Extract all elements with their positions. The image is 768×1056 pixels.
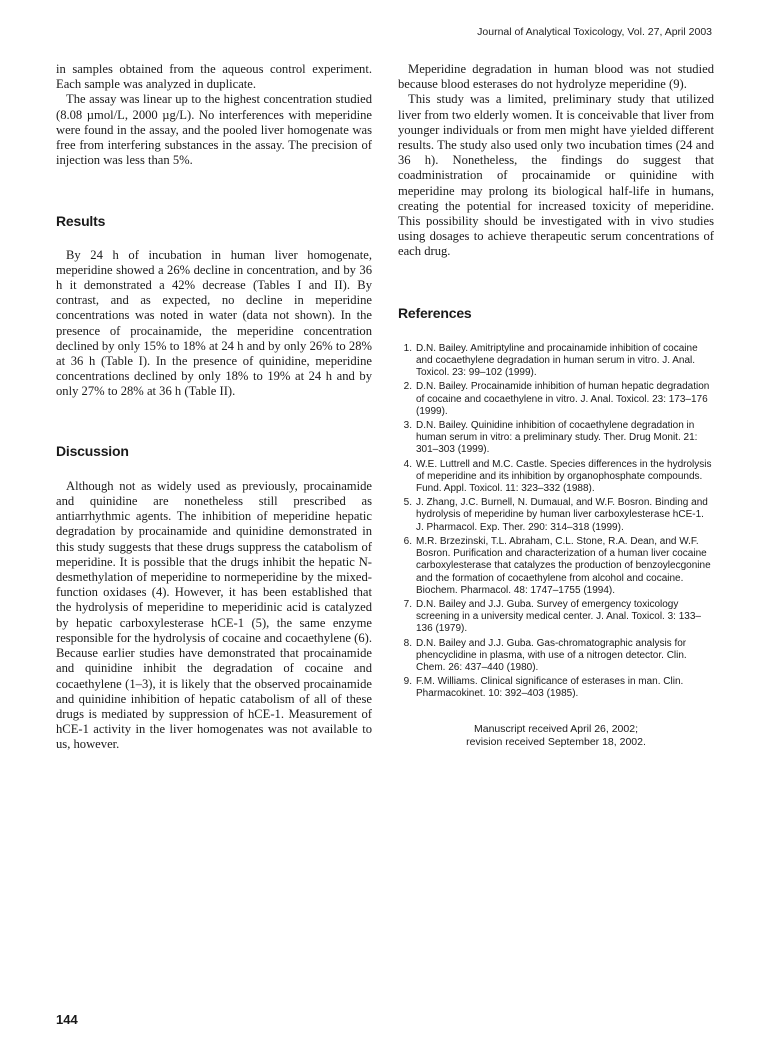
reference-text: M.R. Brzezinski, T.L. Abraham, C.L. Stone, R.A. Dean, and W.F. Bosron. Purification and characterization of a human liver cocaine carboxylesterase that catalyzes the production of benzoylecgonine and the formation of cocaethylene from alcohol and cocaine. Biochem. Pharmacol. 48: 1747–1755 (1994). xyxy=(416,535,711,596)
right-column xyxy=(398,62,714,749)
reference-text: D.N. Bailey. Quinidine inhibition of cocaethylene degradation in human serum in vitro: a preliminary study. Ther. Drug Monit. 21: 301–303 (1999). xyxy=(416,420,698,456)
reference-number: 5. xyxy=(403,497,412,509)
reference-text: D.N. Bailey and J.J. Guba. Survey of emergency toxicology screening in a university medical center. J. Anal. Toxicol. 3: 133–136 (1979). xyxy=(416,598,701,635)
reference-number: 6. xyxy=(403,535,412,547)
body-paragraph-1: Meperidine degradation in human blood was not studied because blood esterases do not hydrolyze meperidine (9). xyxy=(398,62,714,92)
reference-number: 2. xyxy=(403,381,412,393)
reference-item xyxy=(398,343,714,380)
reference-number: 3. xyxy=(403,420,412,432)
reference-text: D.N. Bailey. Procainamide inhibition of human hepatic degradation of cocaine and cocaethylene in vitro. J. Anal. Toxicol. 23: 173–176 (1999). xyxy=(416,381,710,417)
reference-text: D.N. Bailey. Amitriptyline and procainamide inhibition of cocaine and cocaethylene degradation in human serum in vitro. J. Anal. Toxicol. 23: 99–102 (1999). xyxy=(416,342,698,379)
reference-item xyxy=(398,420,714,457)
running-head: Journal of Analytical Toxicology, Vol. 27, April 2003 xyxy=(477,26,712,38)
reference-text: F.M. Williams. Clinical significance of esterases in man. Clin. Pharmacokinet. 10: 392–403 (1985). xyxy=(416,676,684,700)
reference-number: 4. xyxy=(403,458,412,470)
reference-number: 9. xyxy=(403,676,412,688)
reference-text: W.E. Luttrell and M.C. Castle. Species differences in the hydrolysis of meperidine and its inhibition by organophosphate compounds. Fund. Appl. Toxicol. 11: 323–332 (1988). xyxy=(416,458,712,495)
left-column xyxy=(56,62,372,753)
results-paragraph: By 24 h of incubation in human liver homogenate, meperidine showed a 26% decline in concentration, and by 36 h it demonstrated a 42% decrease (Tables I and II). By contrast, and as expected, no decline in meperidine concentrations was noted in water (data not shown). In the presence of procainamide, the meperidine concentration declined by only 15% to 18% at 24 h and by only 26% to 28% at 36 h (Table I). In the presence of quinidine, meperidine concentrations declined by only 18% to 19% at 24 h and by only 27% to 28% at 36 h (Table II). xyxy=(56,247,372,399)
reference-text: J. Zhang, J.C. Burnell, N. Dumaual, and W.F. Bosron. Binding and hydrolysis of meperidine by human liver carboxylesterase hCE-1. J. Pharmacol. Exp. Ther. 290: 314–318 (1999). xyxy=(416,497,708,533)
references-heading: References xyxy=(398,304,472,321)
reference-item xyxy=(398,599,714,636)
reference-item xyxy=(398,459,714,496)
page-number: 144 xyxy=(56,1012,78,1027)
intro-paragraph-1: in samples obtained from the aqueous control experiment. Each sample was analyzed in duplicate. xyxy=(56,62,372,92)
reference-number: 1. xyxy=(403,342,412,354)
reference-list xyxy=(398,343,714,701)
body-paragraph-2: This study was a limited, preliminary study that utilized liver from two elderly women. It is conceivable that liver from younger individuals or from men might have yielded different results. The study also used only two incubation times (24 and 36 h). Nonetheless, the findings do suggest that coadministration of procainamide or quinidine with meperidine may prolong its biological half-life in humans, creating the potential for increased toxicity of meperidine. This possibility should be investigated with in vivo studies using dosages to achieve therapeutic serum concentrations of each drug. xyxy=(398,92,714,259)
reference-item xyxy=(398,381,714,418)
discussion-paragraph: Although not as widely used as previously, procainamide and quinidine are nonetheless still prescribed as antiarrhythmic agents. The inhibition of meperidine hepatic degradation by procainamide and quinidine demonstrated in this study suggests that these drugs suppress the catabolism of meperidine. It is possible that the drugs inhibit the hepatic N-desmethylation of meperidine to normeperidine by the mixed-function oxidases (4). However, it has been established that the hydrolysis of meperidine to meperidinic acid is catalyzed by hepatic carboxylesterase hCE-1 (5), the same enzyme responsible for the hydrolysis of cocaine and cocaethylene (6). Because earlier studies have demonstrated that procainamide and quinidine inhibit the degradation of cocaine and cocaethylene (1–3), it is likely that the observed procainamide and quinidine inhibition of hepatic catabolism of all of these drugs is mediated by suppression of hCE-1. Measurement of hCE-1 activity in the liver homogenates was not available to us, however. xyxy=(56,478,372,752)
reference-text: D.N. Bailey and J.J. Guba. Gas-chromatographic analysis for phencyclidine in plasma, with use of a nitrogen detector. Clin. Chem. 26: 437–440 (1980). xyxy=(416,637,687,673)
reference-item xyxy=(398,638,714,675)
reference-number: 7. xyxy=(403,598,412,610)
reference-item xyxy=(398,536,714,597)
reference-item xyxy=(398,676,714,700)
manuscript-received: Manuscript received April 26, 2002; xyxy=(473,722,638,735)
manuscript-dates xyxy=(398,723,714,749)
results-heading: Results xyxy=(56,213,106,230)
discussion-heading: Discussion xyxy=(56,442,129,459)
revision-received: revision received September 18, 2002. xyxy=(466,735,646,748)
intro-paragraph-2: The assay was linear up to the highest concentration studied (8.08 µmol/L, 2000 µg/L). No interferences with meperidine were found in the assay, and the pooled liver homogenate was free from interfering substances in the assay. The precision of injection was less than 5%. xyxy=(56,92,372,168)
reference-number: 8. xyxy=(403,637,412,649)
reference-item xyxy=(398,497,714,534)
